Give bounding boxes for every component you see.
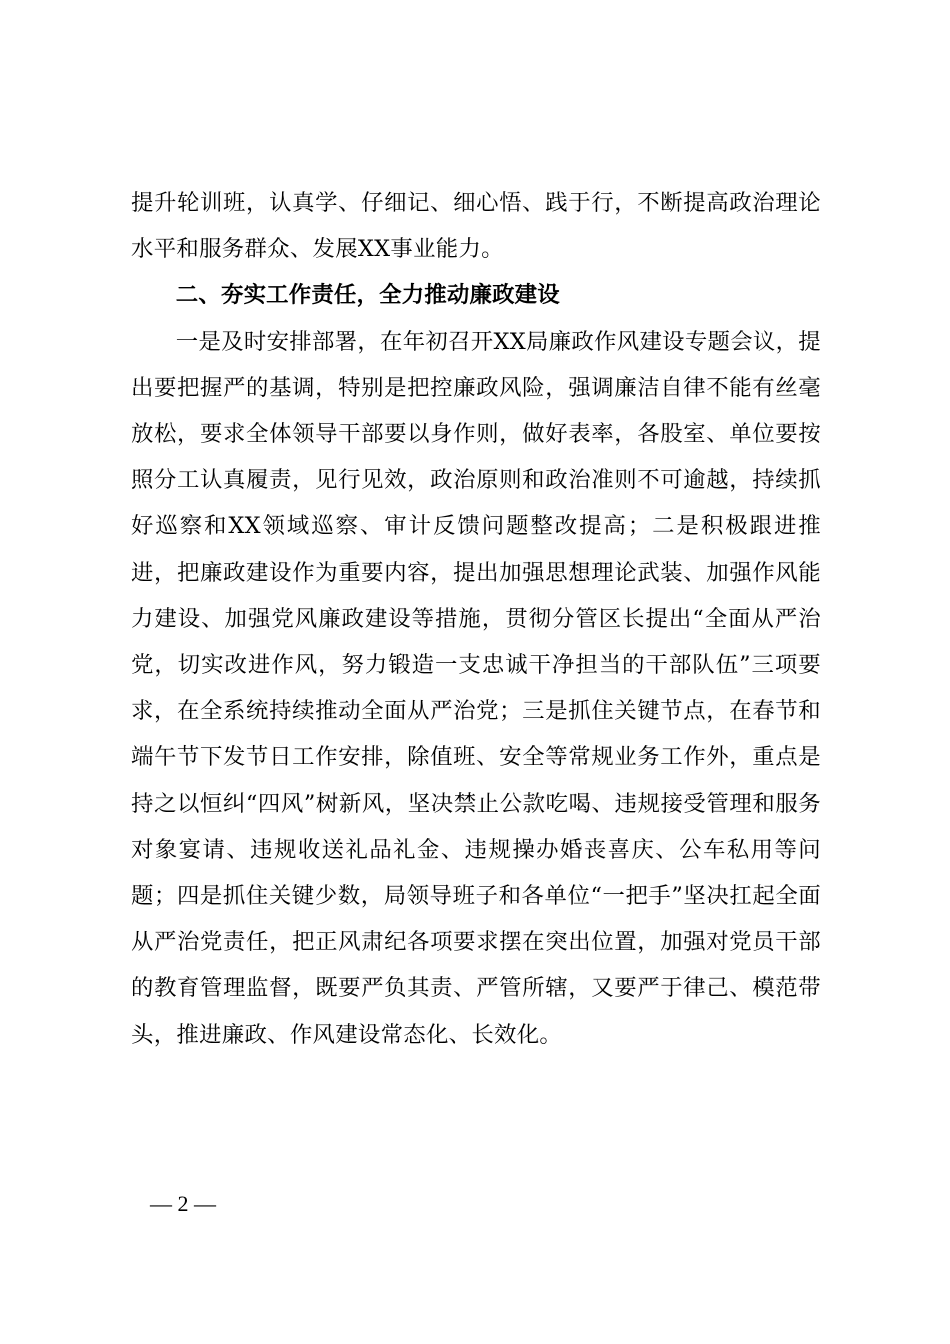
paragraph-continuation: 提升轮训班，认真学、仔细记、细心悟、践于行，不断提高政治理论水平和服务群众、发展XX事业能力。 [131,190,821,263]
section-heading: 二、夯实工作责任，全力推动廉政建设 [175,282,560,309]
paragraph-body: 一是及时安排部署，在年初召开XX局廉政作风建设专题会议，提出要把握严的基调，特别是把控廉政风险，强调廉洁自律不能有丝毫放松，要求全体领导干部要以身作则，做好表率，各股室、单位要按照分工认真履责，见行见效，政治原则和政治准则不可逾越，持续抓好巡察和XX领域巡察、审计反馈问题整改提高；二是积极跟进推进，把廉政建设作为重要内容，提出加强思想理论武装、加强作风能力建设、加强党风廉政建设等措施，贯彻分管区长提出“全面从严治党，切实改进作风，努力锻造一支忠诚干净担当的干部队伍”三项要求，在全系统持续推动全面从严治党；三是抓住关键节点，在春节和端午节下发节日工作安排，除值班、安全等常规业务工作外，重点是持之以恒纠“四风”树新风，坚决禁止公款吃喝、违规接受管理和服务对象宴请、违规收送礼品礼金、违规操办婚丧喜庆、公车私用等问题；四是抓住关键少数，局领导班子和各单位“一把手”坚决扛起全面从严治党责任，把正风肃纪各项要求摆在突出位置，加强对党员干部的教育管理监督，既要严负其责、严管所辖，又要严于律己、模范带头，推进廉政、作风建设常态化、长效化。 [131,328,821,1048]
page-number: — 2 — [150,1191,216,1216]
document-body [131,180,821,1058]
